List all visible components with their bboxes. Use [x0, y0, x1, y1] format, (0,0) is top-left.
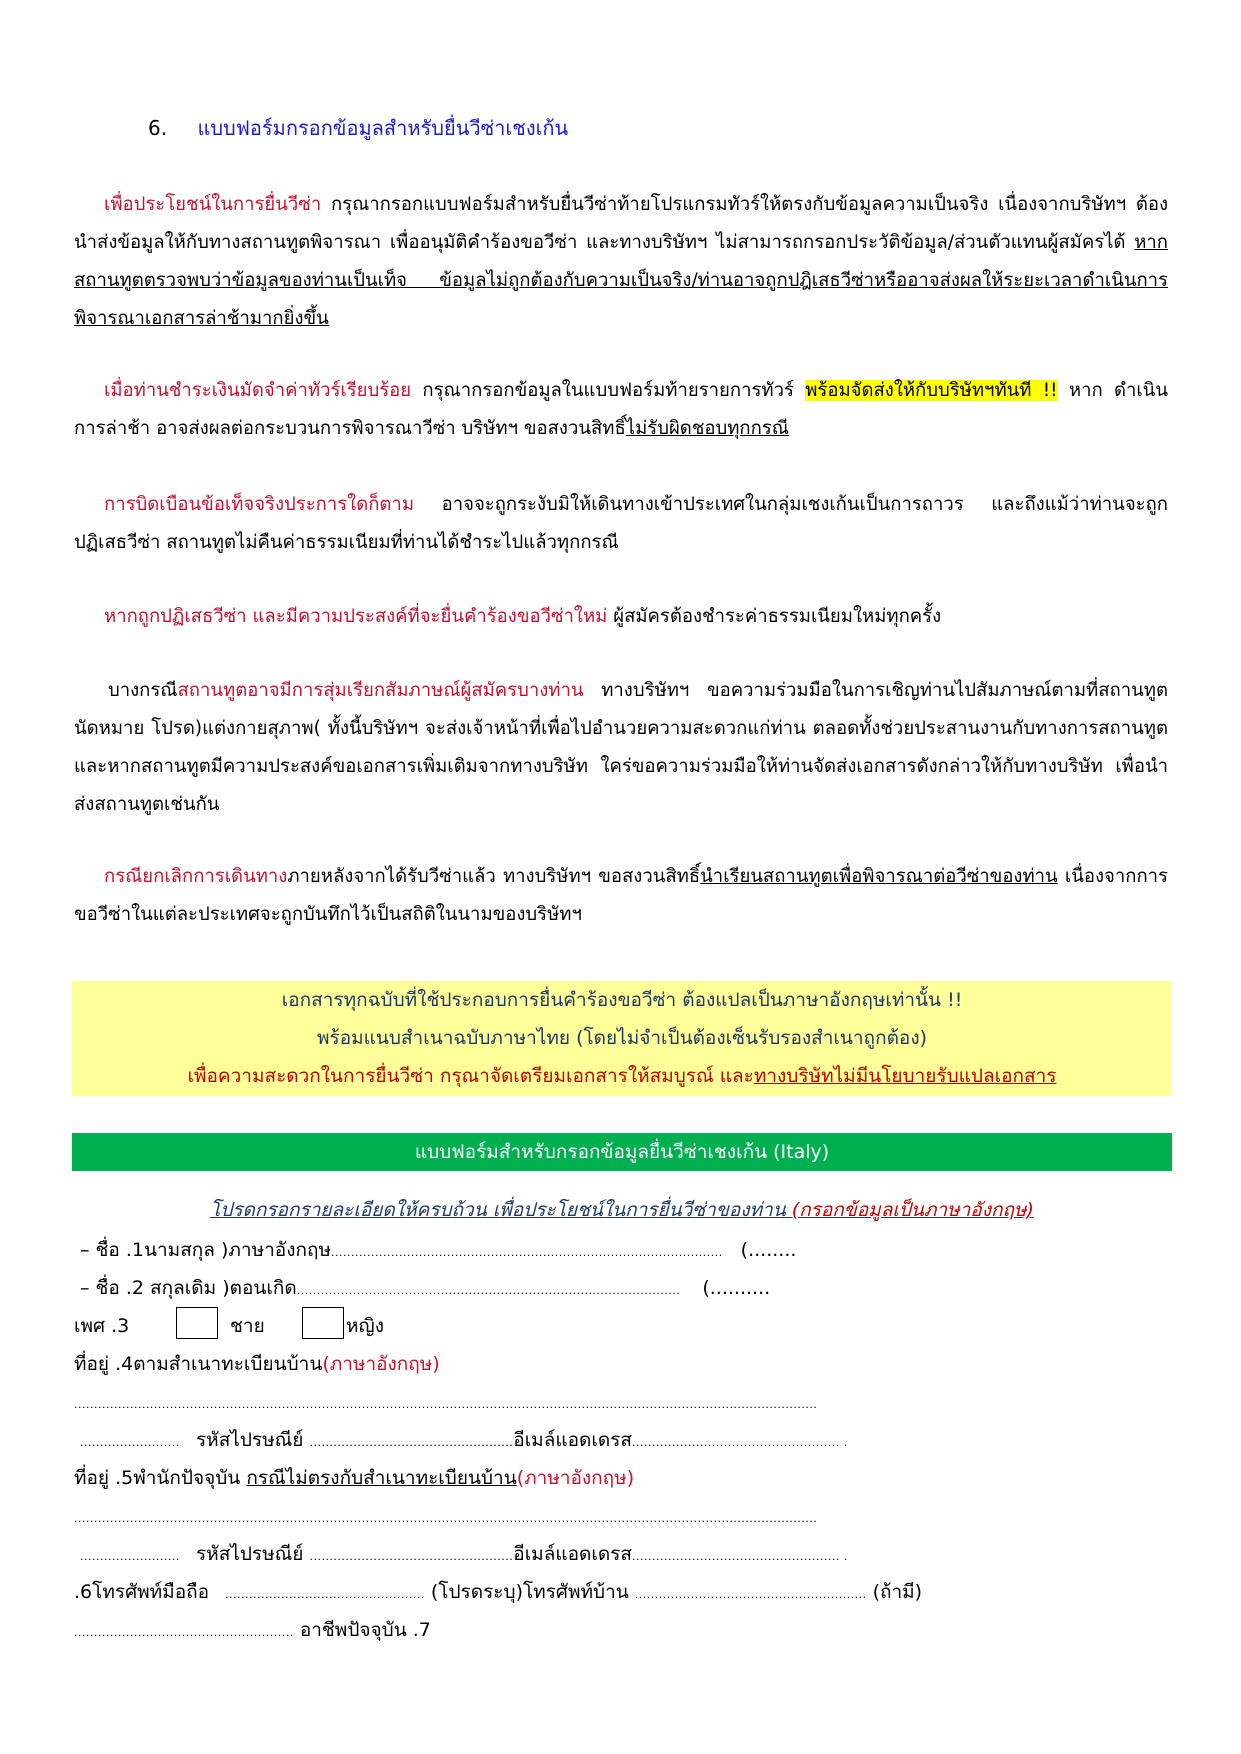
checkbox-male[interactable]	[176, 1307, 218, 1339]
postal-code-label: รหัสไปรษณีย์	[195, 1429, 304, 1451]
paragraph-lead: เพื่อประโยชน์ในการยื่นวีซ่า	[104, 194, 322, 215]
paragraph-deposit	[74, 372, 1168, 448]
field-bracket: (..........	[702, 1277, 771, 1299]
paragraph-cancellation	[74, 858, 1168, 934]
field-label: – ชื่อ .1นามสกุล )ภาษาอังกฤษ	[80, 1239, 331, 1261]
notice-line-3-underlined: ทางบริษัทไม่มีนโยบายรับแปลเอกสาร	[753, 1065, 1057, 1087]
paragraph-lead: เมื่อท่านชำระเงินมัดจำค่าทัวร์เรียบร้อย	[104, 380, 412, 401]
paragraph-text: อาจจะถูกระงับมิให้เดินทางเข้าประเทศในกลุ่มเชงเก้นเป็นการถาวร และถึงแม้ว่าท่านจะถูกปฏิเสธวีซ่า สถานทูตไม่คืนค่าธรรมเนียมที่ท่านได้ชำระไปแล้วทุกกรณี	[74, 494, 1168, 553]
field-english-name[interactable]	[80, 1236, 796, 1267]
section-heading	[148, 114, 568, 142]
field-label-red: (ภาษาอังกฤษ)	[322, 1353, 440, 1375]
address-line-2[interactable]: ..........................................................................................................................................................................................	[74, 1512, 818, 1525]
postal-code-label: รหัสไปรษณีย์	[195, 1543, 304, 1565]
paragraph-misrepresentation	[74, 486, 1168, 562]
paragraph-warning: หากสถานทูตตรวจพบว่าข้อมูลของท่านเป็นเท็จ ข้อมูลไม่ถูกต้องกับความเป็นจริง/ท่านอาจถูกปฎิเสธวีซ่าหรืออาจส่งผลให้ระยะเวลาดำเนินการพิจารณาเอกสารล่าช้ามากยิ่งขึ้น	[74, 232, 1168, 329]
section-number: 6.	[148, 116, 168, 140]
field-label: – ชื่อ .2 สกุลเดิม )ตอนเกิด	[80, 1277, 297, 1299]
paragraph-lead: หากถูกปฏิเสธวีซ่า และมีความประสงค์ที่จะยื่นคำร้องขอวีซ่าใหม่	[104, 606, 608, 627]
notice-line-1: เอกสารทุกฉบับที่ใช้ประกอบการยื่นคำร้องขอวีซ่า ต้องแปลเป็นภาษาอังกฤษเท่านั้น !!	[281, 989, 963, 1011]
field-sex-label: เพศ .3	[74, 1315, 130, 1337]
occupation-label: อาชีพปัจจุบัน .7	[299, 1619, 431, 1641]
fill-line: ..................................................................................................	[331, 1246, 723, 1259]
notice-line-2: พร้อมแนบสำเนาฉบับภาษาไทย (โดยไม่จำเป็นต้องเซ็นรับรองสำเนาถูกต้อง)	[316, 1027, 928, 1049]
paragraph-text: ทางบริษัทฯ ขอความร่วมมือในการเชิญท่านไปสัมภาษณ์ตามที่สถานทูตนัดหมาย โปรด)แต่งกายสุภาพ( ทั้งนี้บริษัทฯ จะส่งเจ้าหน้าที่เพื่อไปอำนวยความสะดวกแก่ท่าน ตลอดทั้งช่วยประสานงานกับทางการสถานทูต และหากสถานทูตมีความประสงค์ขอเอกสารเพิ่มเติมจากทางบริษัท ใคร่ขอความร่วมมือให้ท่านจัดส่งเอกสารดังกล่าวให้กับทางบริษัท เพื่อนำส่งสถานทูตเช่นกัน	[74, 680, 1168, 815]
email-label: อีเมล์แอดเดรส	[513, 1543, 632, 1565]
field-label: ที่อยู่ .4ตามสำเนาทะเบียนบ้าน	[74, 1353, 323, 1375]
paragraph-visa-benefit	[74, 186, 1168, 338]
home-phone-label: (โปรดระบุ)โทรศัพท์บ้าน	[430, 1581, 629, 1603]
paragraph-text: หาก ดำเนินการล่าช้า อาจส่งผลต่อกระบวนการพิจารณาวีซ่า บริษัทฯ ขอสงวนสิทธิ์	[74, 380, 1168, 439]
form-instructions-text: โปรดกรอกรายละเอียดให้ครบถ้วน เพื่อประโยชน์ในการยื่นวีซ่าของท่าน	[210, 1199, 792, 1221]
field-label-red: (ภาษาอังกฤษ)	[516, 1467, 635, 1489]
mobile-label: .6โทรศัพท์มือถือ	[74, 1581, 210, 1603]
address-line-1[interactable]: ..........................................................................................................................................................................................	[74, 1398, 818, 1411]
translation-notice	[72, 981, 1172, 1096]
address-contact-line-2[interactable]: ......................... รหัสไปรษณีย์ ...................................................อีเมล์แอดเดรส.................................................... .	[80, 1543, 848, 1565]
field-bracket: (........	[740, 1239, 797, 1261]
paragraph-text: กรุณากรอกข้อมูลในแบบฟอร์มท้ายรายการทัวร์	[411, 380, 806, 401]
paragraph-underlined: ไม่รับผิดชอบทุกกรณี	[625, 418, 789, 439]
field-label-underlined: กรณีไม่ตรงกับสำเนาทะเบียนบ้าน	[246, 1467, 517, 1489]
field-registered-address	[74, 1350, 440, 1378]
field-label: ที่อยู่ .5พำนักปัจจุบัน	[74, 1467, 247, 1489]
paragraph-underlined: นำเรียนสถานทูตเพื่อพิจารณาต่อวีซ่าของท่าน	[700, 866, 1058, 887]
paragraph-text: เนื่องจากการขอวีซ่าในแต่ละประเทศจะถูกบันทึกไว้เป็นสถิติในนามของบริษัทฯ	[74, 866, 1168, 925]
paragraph-lead: การบิดเบือนข้อเท็จจริงประการใดก็ตาม	[104, 494, 415, 515]
field-birth-surname[interactable]	[80, 1274, 770, 1305]
notice-line-3-text: เพื่อความสะดวกในการยื่นวีซ่า กรุณาจัดเตรียมเอกสารให้สมบูรณ์ และ	[187, 1065, 754, 1087]
paragraph-interview	[74, 672, 1168, 824]
paragraph-lead: สถานทูตอาจมีการสุ่มเรียกสัมภาษณ์ผู้สมัครบางท่าน	[177, 680, 584, 701]
optional-label: (ถ้ามี)	[872, 1581, 923, 1603]
email-label: อีเมล์แอดเดรส	[513, 1429, 632, 1451]
paragraph-rejection	[74, 598, 1168, 636]
highlighted-text: พร้อมจัดส่งให้กับบริษัทฯทันที !!	[805, 380, 1058, 401]
address-contact-line-1[interactable]: ......................... รหัสไปรษณีย์ ...................................................อีเมล์แอดเดรส.................................................... .	[80, 1429, 848, 1451]
notice-line-3	[72, 1057, 1172, 1095]
field-phone[interactable]: .6โทรศัพท์มือถือ .................................................. (โปรดระบุ)โทรศัพท์บ้าน .......................................................... (ถ้ามี)	[74, 1581, 923, 1603]
checkbox-male-label: ชาย	[230, 1315, 265, 1337]
field-current-address	[74, 1464, 634, 1492]
paragraph-text: ผู้สมัครต้องชำระค่าธรรมเนียมใหม่ทุกครั้ง	[607, 606, 942, 627]
checkbox-female-label: หญิง	[346, 1315, 384, 1337]
field-occupation[interactable]: ....................................................... อาชีพปัจจุบัน .7	[74, 1619, 431, 1641]
paragraph-text: กรุณากรอกแบบฟอร์มสำหรับยื่นวีซ่าท้ายโปรแกรมทัวร์ให้ตรงกับข้อมูลความเป็นจริง เนื่องจากบริษัทฯ ต้องนำส่งข้อมูลให้กับทางสถานทูตพิจารณา เพื่ออนุมัติคำร้องขอวีซ่า และทางบริษัทฯ ไม่สามารถกรอกประวัติข้อมูล/ส่วนตัวแทนผู้สมัครได้	[74, 194, 1168, 253]
form-instructions-red: (กรอกข้อมูลเป็นภาษาอังกฤษ)	[791, 1199, 1034, 1221]
form-title-bar: แบบฟอร์มสำหรับกรอกข้อมูลยื่นวีซ่าเชงเก้น (Italy)	[72, 1133, 1172, 1171]
paragraph-lead: กรณียกเลิกการเดินทาง	[104, 866, 288, 887]
form-instructions	[72, 1195, 1172, 1225]
fill-line: ................................................................................................	[296, 1284, 681, 1297]
section-title: แบบฟอร์มกรอกข้อมูลสำหรับยื่นวีซ่าเชงเก้น	[197, 116, 569, 140]
paragraph-text: ภายหลังจากได้รับวีซ่าแล้ว ทางบริษัทฯ ขอสงวนสิทธิ์	[287, 866, 701, 887]
paragraph-pre: บางกรณี	[108, 680, 178, 701]
checkbox-female[interactable]	[302, 1307, 344, 1339]
